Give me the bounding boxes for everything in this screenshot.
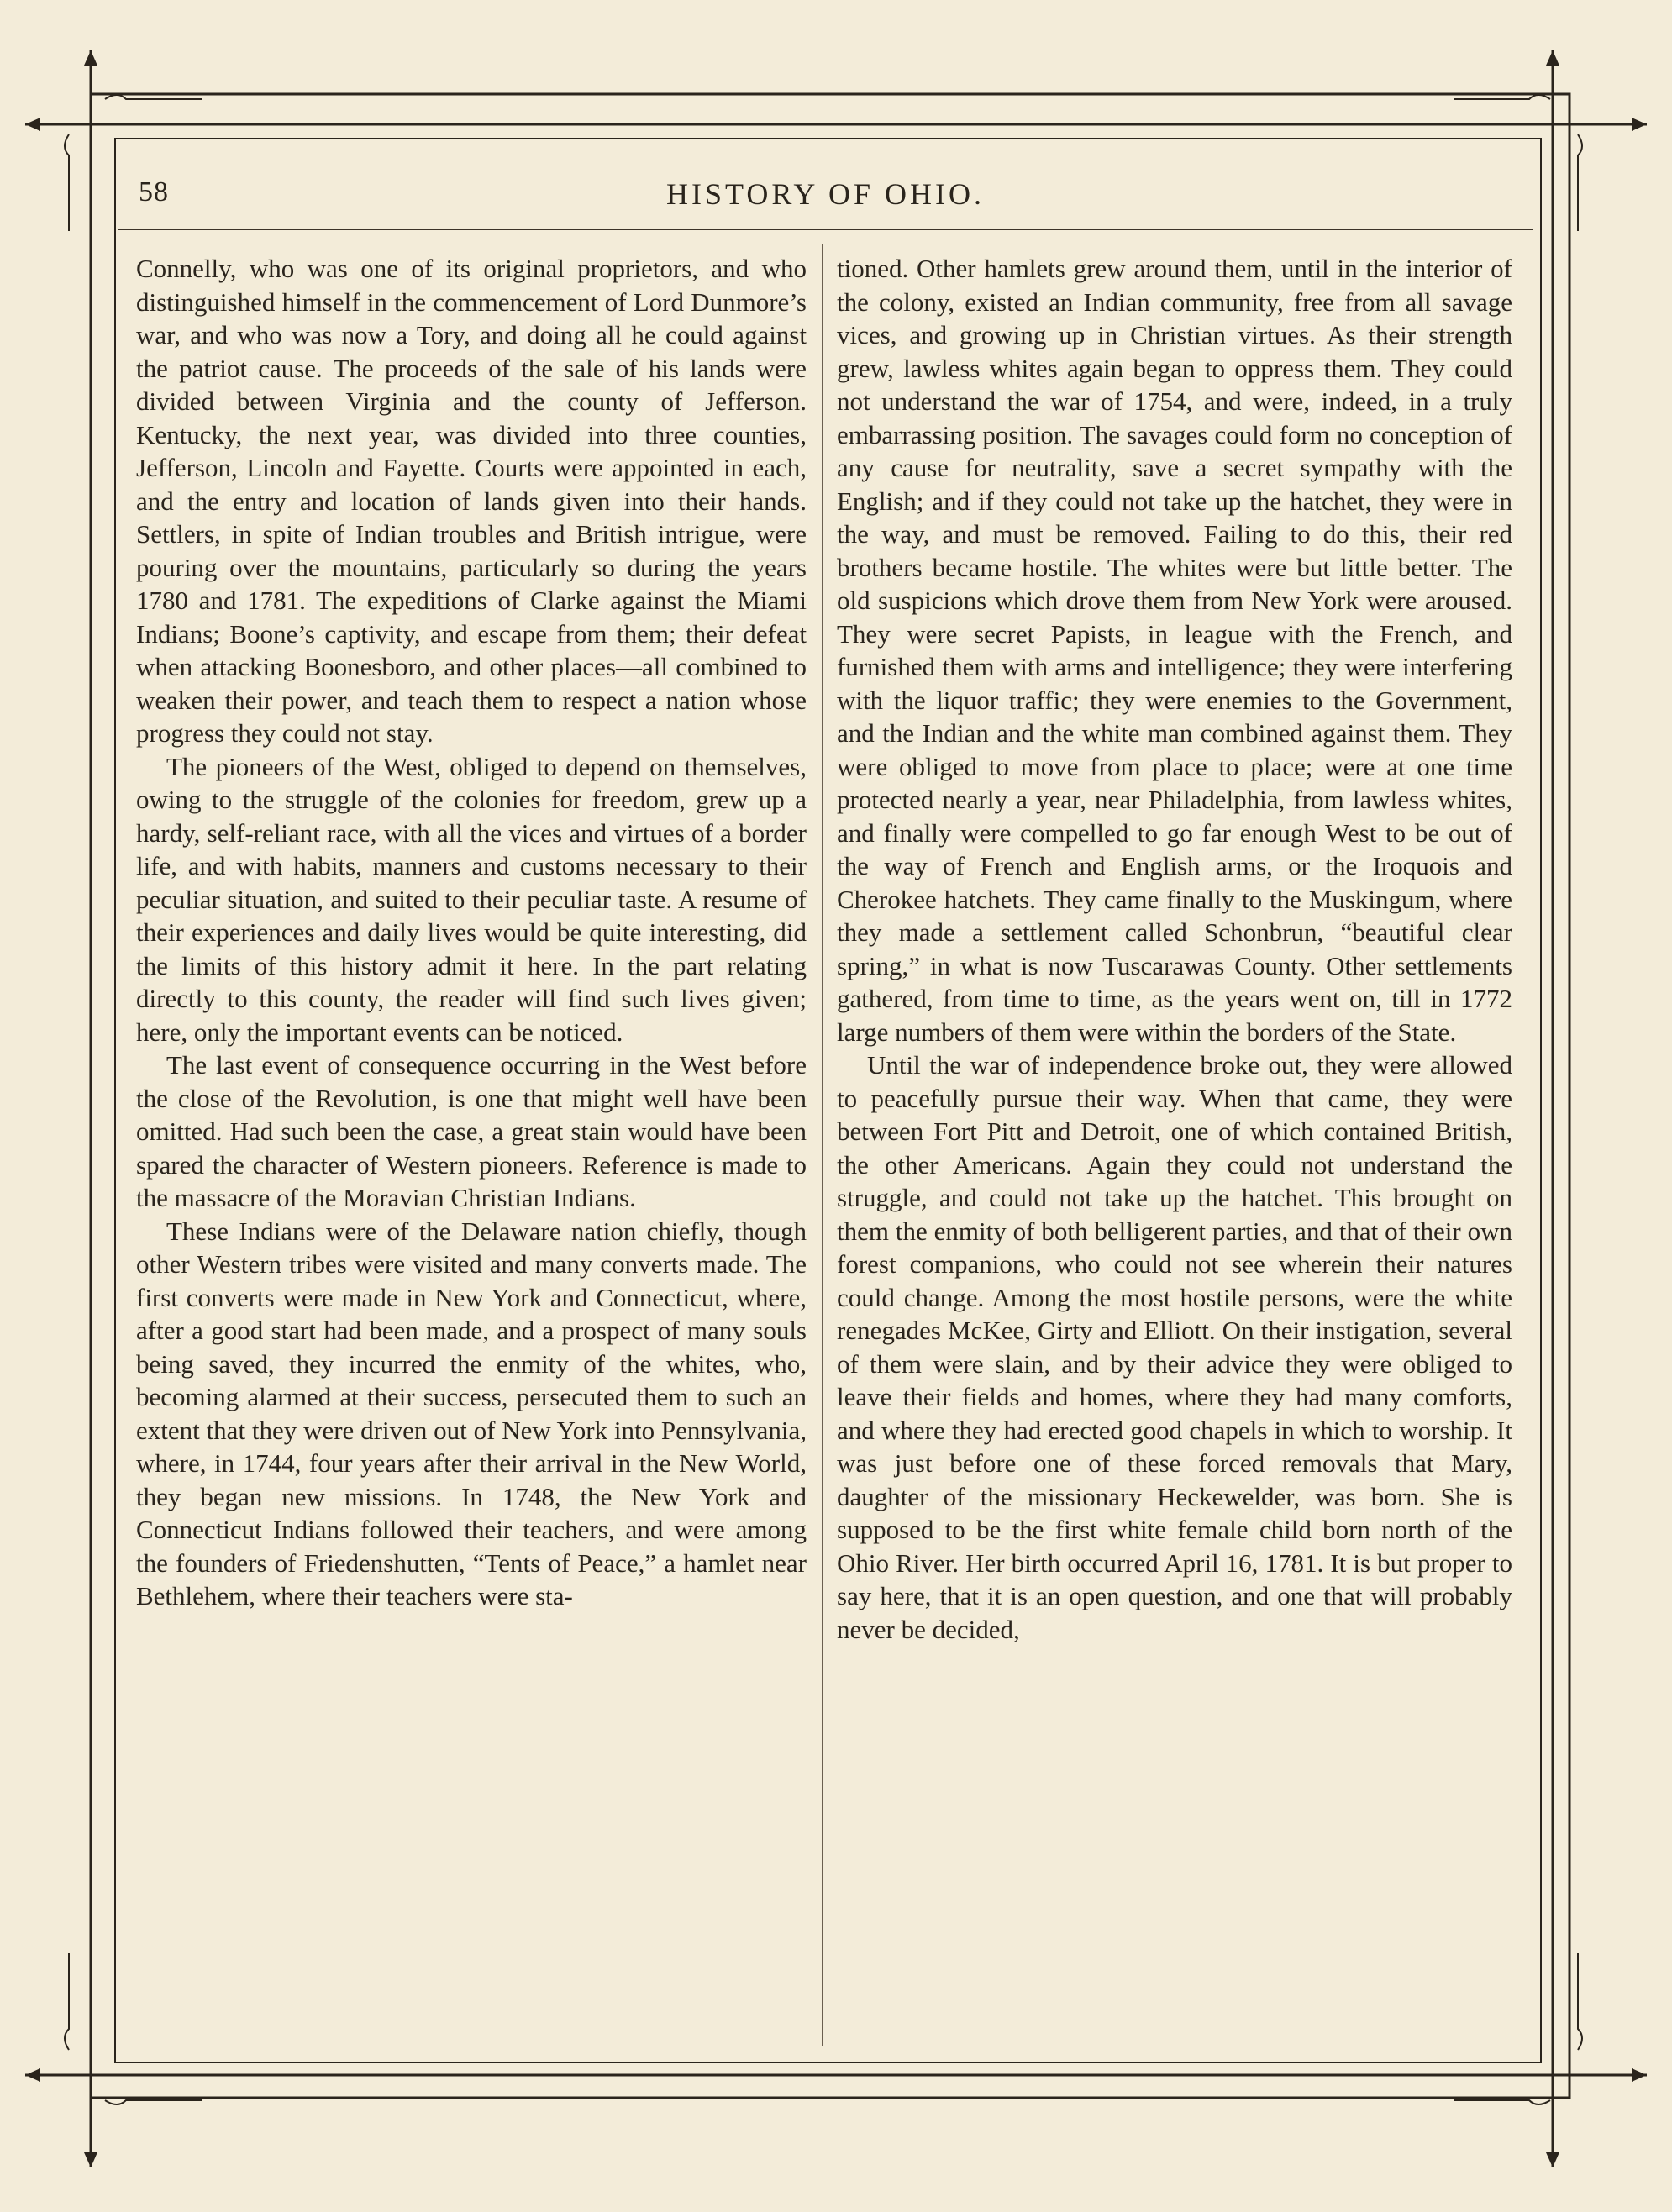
paragraph: These Indians were of the Delaware nation chiefly, though other Western tribes were visited and many converts made. The first converts were made in New York and Connecticut, where, after a good start had been made, and a prospect of many souls being saved, they incurred the enmity of the whites, who, becoming alarmed at their success, persecuted them to such an extent that they were driven out of New York into Pennsylvania, where, in 1744, four years after their arrival in the New World, they began new missions. In 1748, the New York and Connecticut Indians followed their teachers, and were among the founders of Friedenshutten, “Tents of Peace,” a hamlet near Bethlehem, where their teachers were sta- — [136, 1216, 807, 1610]
column-divider — [822, 244, 823, 2046]
paragraph: tioned. Other hamlets grew around them, until in the interior of the colony, existed an Indian community, free from all savage vices, and growing up in Christian virtues. As their strength grew, lawless whites again began to oppress them. They could not understand the war of 1754, and were, indeed, in a truly embarrassing position. The savages could form no conception of any cause for neutrality, save a secret sympathy with the English; and if they could not take up the hatchet, they were in the way, and must be removed. Failing to do this, their red brothers became hostile. The whites were but little better. The old suspicions which drove them from New York were aroused. They were secret Papists, in league with the French, and furnished them with arms and intelligence; they were interfering with the liquor traffic; they were enemies to the Government, and the Indian and the white man combined against them. They were obliged to move from place to place; were at one time protected nearly a year, near Philadelphia, from lawless whites, and finally were compelled to go far enough West to be out of the way of French and English arms, or the Iroquois and Cherokee hatchets. They came finally to the Muskingum, where they made a settlement called Schonbrun, “beautiful clear spring,” in what is now Tuscarawas County. Other settlements gathered, from time to time, as the years went on, till in 1772 large numbers of them were within the borders of the State. — [837, 254, 1512, 1047]
header-rule — [118, 229, 1533, 230]
running-title: HISTORY OF OHIO. — [665, 177, 986, 211]
paragraph: Until the war of independence broke out, they were allowed to peacefully pursue their way. When that came, they were between Fort Pitt and Detroit, one of which contained British, the other Americans. Again they could not understand the struggle, and could not take up the hatchet. This brought on them the enmity of both belligerent parties, and that of their own forest companions, who could not see wherein their natures could change. Among the most hostile persons, were the white renegades McKee, Girty and Elliott. On their instigation, several of them were slain, and by their advice they were obliged to leave their fields and homes, where they had many comforts, and where they had erected good chapels in which to worship. It was just before one of these forced removals that Mary, daughter of the missionary Heckewelder, was born. She is supposed to be the first white female child born north of the Ohio River. Her birth occurred April 16, 1781. It is but proper to say here, that it is an open question, and one that will probably never be decided, — [837, 1050, 1512, 1644]
page-number: 58 — [139, 176, 169, 208]
text-column-right — [837, 252, 1512, 2050]
paragraph: The last event of consequence occurring in the West before the close of the Revolution, is one that might well have been omitted. Had such been the case, a great stain would have been spared the character of Western pioneers. Reference is made to the massacre of the Moravian Christian Indians. — [136, 1050, 807, 1212]
paragraph: The pioneers of the West, obliged to depend on themselves, owing to the struggle of the colonies for freedom, grew up a hardy, self-reliant race, with all the vices and virtues of a border life, and with habits, manners and customs necessary to their peculiar situation, and suited to their peculiar taste. A resume of their experiences and daily lives would be quite interesting, did the limits of this history admit it here. In the part relating directly to this county, the reader will find such lives given; here, only the important events can be noticed. — [136, 751, 807, 1047]
page-header — [118, 176, 1533, 235]
text-column-left — [136, 252, 807, 2050]
paragraph: Connelly, who was one of its original proprietors, and who distinguished himself in the commencement of Lord Dunmore’s war, and who was now a Tory, and doing all he could against the patriot cause. The proceeds of the sale of his lands were divided between Virginia and the county of Jefferson. Kentucky, the next year, was divided into three counties, Jefferson, Lincoln and Fayette. Courts were appointed in each, and the entry and location of lands given into their hands. Settlers, in spite of Indian troubles and British intrigue, were pouring over the mountains, particularly so during the years 1780 and 1781. The expeditions of Clarke against the Miami Indians; Boone’s captivity, and escape from them; their defeat when attacking Boonesboro, and other places—all combined to weaken their power, and teach them to respect a nation whose progress they could not stay. — [136, 254, 807, 748]
